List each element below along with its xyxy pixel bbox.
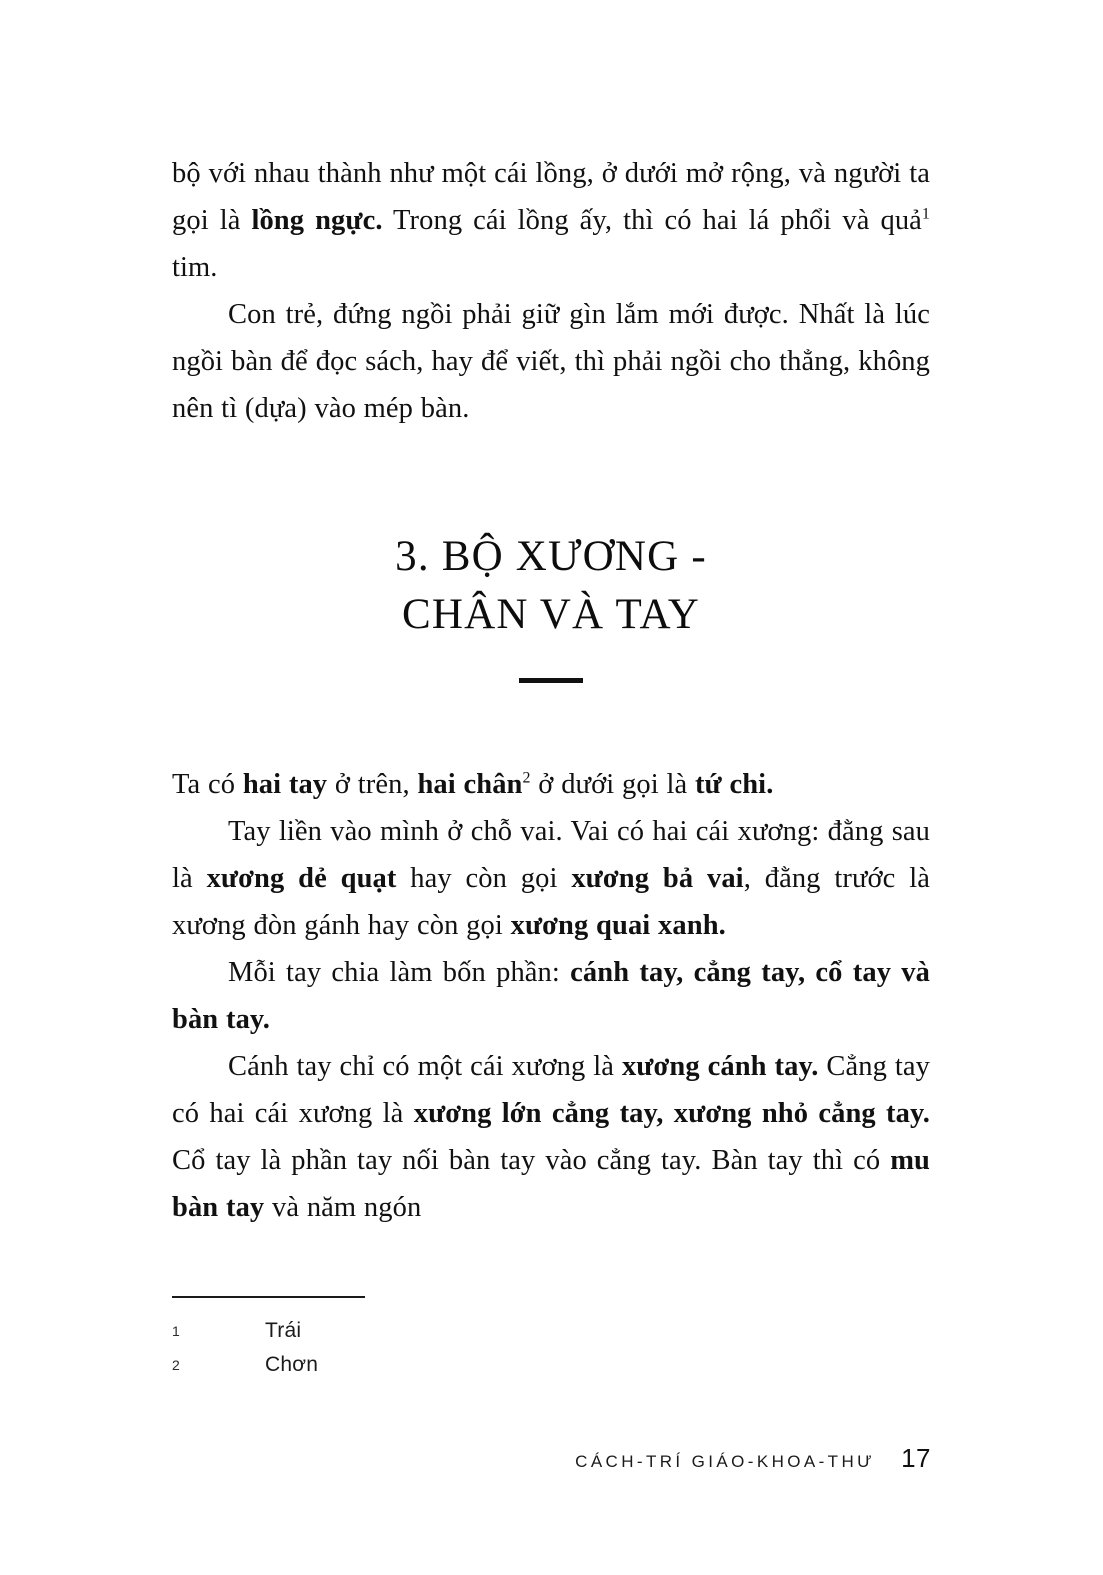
text-run: Tay liền vào mình ở chỗ vai. Vai có hai cái xương: đằng sau là <box>172 816 930 894</box>
footnote-number: 1 <box>172 1323 180 1339</box>
text-run: bộ với nhau thành như một cái lồng, ở dưới mở rộng, và người ta gọi là <box>172 158 930 236</box>
paragraph-canh-tay <box>172 1043 930 1231</box>
page-footer <box>0 1443 931 1474</box>
paragraph-con-tre <box>172 291 930 432</box>
footnote-item <box>172 1314 932 1348</box>
text-run: Cánh tay chỉ có một cái xương là <box>228 1051 622 1082</box>
term-xuong-cang-tay: xương lớn cẳng tay, xương nhỏ cẳng tay. <box>413 1098 930 1129</box>
footnote-text: Trái <box>265 1319 302 1342</box>
paragraph-bon-phan <box>172 949 930 1043</box>
term-xuong-quai-xanh: xương quai xanh. <box>510 910 726 941</box>
text-run: Mỗi tay chia làm bốn phần: <box>228 957 571 988</box>
page-number: 17 <box>901 1443 931 1473</box>
term-hai-tay: hai tay <box>242 769 328 800</box>
term-xuong-ba-vai: xương bả vai <box>571 863 744 894</box>
footnote-marker-1: 1 <box>921 205 930 223</box>
text-run: hay còn gọi <box>396 863 572 894</box>
term-xuong-de-quat: xương dẻ quạt <box>206 863 397 894</box>
text-run: ở trên, <box>327 769 418 800</box>
text-column <box>172 150 930 1231</box>
term-xuong-canh-tay: xương cánh tay. <box>621 1051 819 1082</box>
term-tu-chi: tứ chi. <box>694 769 774 800</box>
text-run: ở dưới gọi là <box>530 769 695 800</box>
footnote-separator-rule <box>172 1296 365 1298</box>
paragraph-tu-chi <box>172 761 930 808</box>
term-bon-phan-list: cánh tay, cẳng tay, cổ tay và bàn tay. <box>172 957 930 1035</box>
text-run: Cẳng tay có hai cái xương là <box>172 1051 930 1129</box>
text-run: , đằng trước là xương đòn gánh hay còn gọi <box>172 863 930 941</box>
footnote-marker-2: 2 <box>522 769 531 787</box>
text-run: Cổ tay là phần tay nối bàn tay vào cẳng tay. Bàn tay thì có <box>172 1145 891 1176</box>
term-hai-chan: hai chân <box>417 769 523 800</box>
paragraph-continuation <box>172 150 930 291</box>
text-run: tim. <box>172 252 218 283</box>
text-run: Trong cái lồng ấy, thì có hai lá phổi và quả <box>382 205 922 236</box>
text-run-bold: lồng ngực. <box>251 205 383 236</box>
text-run: và năm ngón <box>264 1192 422 1223</box>
term-mu-ban-tay: mu bàn tay <box>172 1145 930 1223</box>
text-run: Con trẻ, đứng ngồi phải giữ gìn lắm mới được. Nhất là lúc ngồi bàn để đọc sách, hay để viết, thì phải ngồi cho thẳng, không nên tì (dựa) vào mép bàn. <box>172 299 930 424</box>
footnote-number: 2 <box>172 1357 180 1373</box>
section-heading-line-1: 3. BỘ XƯƠNG - <box>395 533 707 580</box>
footnote-text: Chơn <box>265 1353 319 1376</box>
running-title: CÁCH-TRÍ GIÁO-KHOA-THƯ <box>575 1452 876 1471</box>
section-heading-block <box>172 528 930 683</box>
footnotes-block <box>172 1296 932 1382</box>
paragraph-vai <box>172 808 930 949</box>
footnote-item <box>172 1348 932 1382</box>
text-run: Ta có <box>172 769 243 800</box>
section-heading-line-2: CHÂN VÀ TAY <box>401 591 701 638</box>
